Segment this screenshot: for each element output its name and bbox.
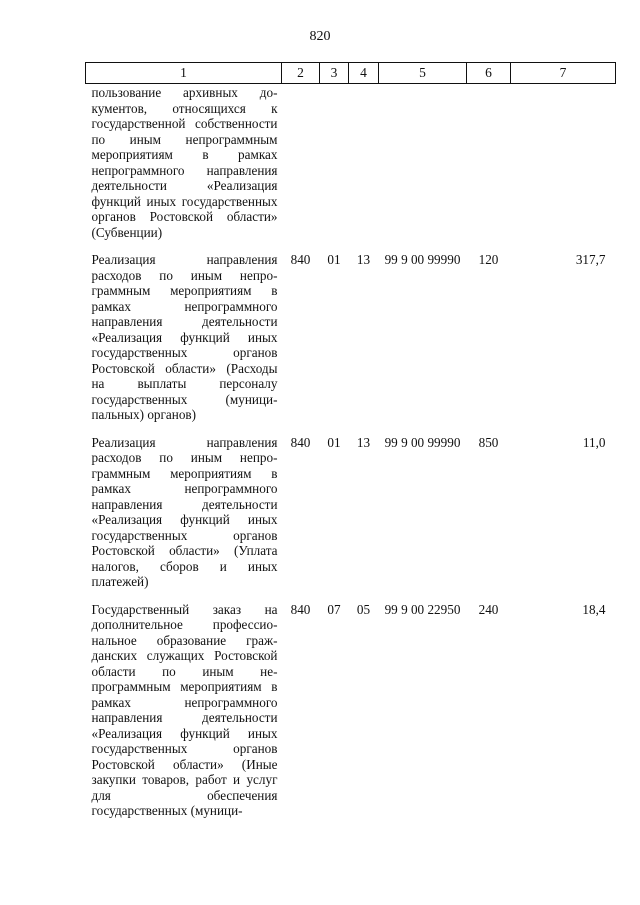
row-amount: 11,0 [582,434,606,450]
row-description: Реализация направления расходов по иным непрограммным мероприятиям в рамках непрограммного направления деятельности «Реализация функций иных государственных органов Ростовской области» (Уплата налогов, сборов и иных платежей) [91,434,278,589]
row-ministry-code [282,84,320,253]
header-col-3: 3 [320,63,349,84]
table-row [86,435,616,602]
row-amount: 18,4 [582,601,606,617]
header-row [86,63,616,84]
row-description: Реализация направления расходов по иным непрограммным мероприятиям в рамках непрограммного направления деятельности «Реализация функций иных государственных органов Ростовской области» (Расходы на выплаты персоналу государственных (муниципальных) органов) [91,252,278,422]
header-col-1: 1 [86,63,282,84]
row-ministry-code: 840 [290,601,311,617]
row-section-code: 07 [327,601,341,617]
row-section-code [320,84,349,253]
row-subsection-code: 13 [356,252,371,267]
row-ministry-code: 840 [290,434,311,450]
row-expense-type: 850 [478,434,499,450]
row-subsection-code [349,84,379,253]
row-target-code [379,84,467,253]
header-col-2: 2 [282,63,320,84]
header-col-4: 4 [349,63,379,84]
row-amount: 317,7 [575,252,606,267]
row-description: Государственный заказ на дополнительное профессиональное образование гражданских служащих Ростовской области по иным непрограммным мероприятиям в рамках непрограммного направления деятельности «Реализация функций иных государственных органов Ростовской области» (Иные закупки товаров, работ и услуг для обеспечения государственных (муници- [91,601,278,818]
row-expense-type: 240 [478,601,499,617]
table-body [86,84,616,819]
row-target-code: 99 9 00 99990 [384,434,461,450]
header-col-5: 5 [379,63,467,84]
table-row [86,84,616,253]
row-ministry-code: 840 [290,252,311,267]
row-description: пользование архивных документов, относящихся к государственной собственности по иным непрограммным мероприятиям в рамках непрограммного направления деятельности «Реализация функций иных государственных органов Ростовской области» (Субвенции) [91,85,278,240]
row-section-code: 01 [327,252,341,267]
header-col-7: 7 [511,63,616,84]
budget-table [85,62,616,819]
row-subsection-code: 13 [356,434,371,450]
table-row [86,602,616,819]
row-subsection-code: 05 [356,601,371,617]
row-amount [511,84,616,253]
row-section-code: 01 [327,434,341,450]
row-expense-type: 120 [478,252,499,267]
row-target-code: 99 9 00 22950 [384,601,461,617]
row-expense-type [467,84,511,253]
header-col-6: 6 [467,63,511,84]
page-number: 820 [309,29,331,44]
row-target-code: 99 9 00 99990 [384,252,461,267]
table-header [86,63,616,84]
table-row [86,252,616,435]
